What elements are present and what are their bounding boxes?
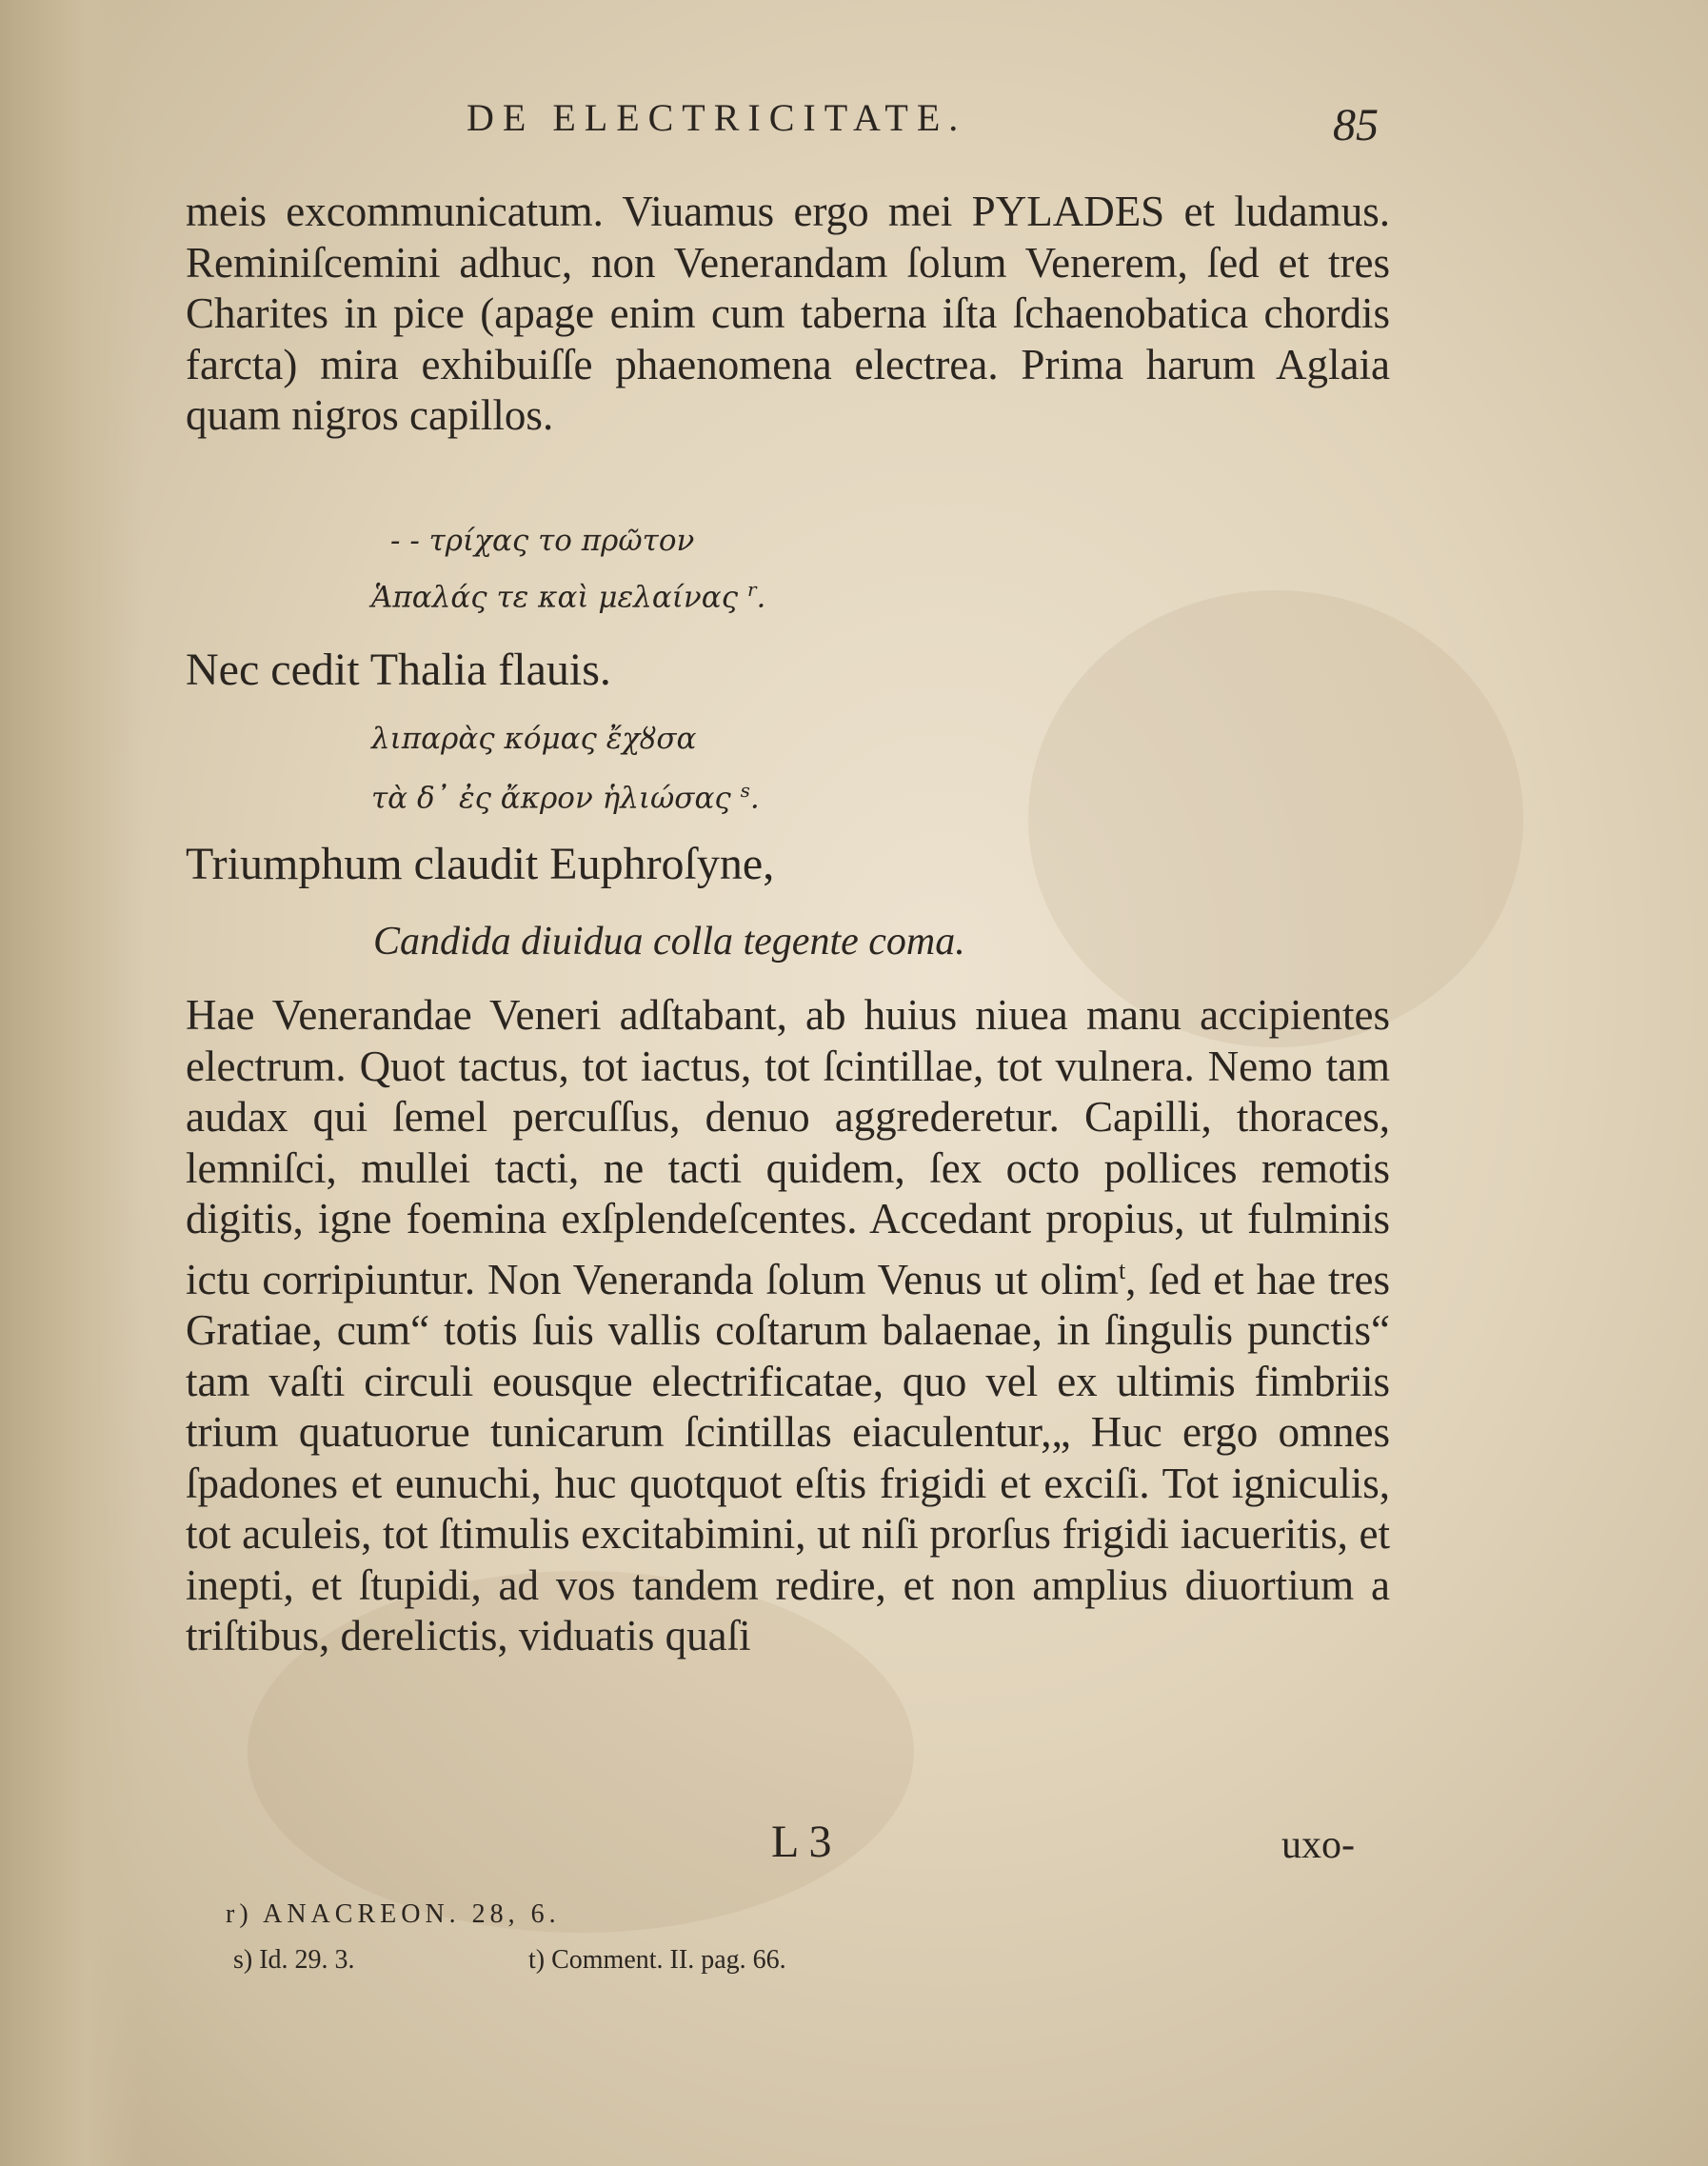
- catchword: uxo-: [1281, 1823, 1355, 1867]
- footnote-t: t) Comment. II. pag. 66.: [528, 1945, 786, 1975]
- footnote-mark-s: s: [740, 779, 750, 802]
- paragraph-2-continuation: , ſed et hae tres Gratiae, cum“ totis ſuis vallis coſtarum balaenae, in ſingulis punctis“ tam vaſti circuli eousque electrificatae, quo vel ex ultimis fimbriis trium quatuorue tunicarum ſcintillas eiaculentur,„ Huc ergo omnes ſpadones et eunuchi, huc quotquot eſtis frigidi et exciſi. Tot igniculis, tot aculeis, tot ſtimulis excitabimini, ut niſi prorſus frigidi iacueritis, et inepti, et ſtupidi, ad vos tandem redire, et non amplius diuortium a triſtibus, derelictis, viduatis quaſi: [186, 1255, 1390, 1659]
- nec-cedit-line: Nec cedit Thalia flauis.: [186, 645, 611, 695]
- greek-quote-1-text: Ἁπαλάς τε καὶ μελαίνας: [371, 580, 739, 615]
- footnote-s: s) Id. 29. 3.: [233, 1945, 355, 1975]
- page-number: 85: [1333, 100, 1379, 150]
- greek-quote-1-line-1: - - τρίχας το πρῶτον: [390, 524, 695, 558]
- triumphum-line: Triumphum claudit Euphroſyne,: [186, 839, 775, 889]
- greek-quote-1-end: .: [756, 580, 766, 615]
- footnote-mark-t: t: [1118, 1256, 1126, 1284]
- footnote-mark-r: r: [746, 578, 757, 601]
- paragraph-1: meis excommunicatum. Viuamus ergo mei PYLADES et ludamus. Reminiſcemini adhuc, non Venerandam ſolum Venerem, ſed et tres Charites in pice (apage enim cum taberna iſta ſchaenobatica chordis farcta) mira exhibuiſſe phaenomena electrea. Prima harum Aglaia quam nigros capillos.: [186, 188, 1390, 439]
- greek-quote-2-end: .: [749, 781, 760, 816]
- binding-shadow: [0, 0, 143, 2166]
- latin-verse: Candida diuidua colla tegente coma.: [373, 920, 965, 964]
- paper-stain: [1028, 590, 1523, 1047]
- paragraph-2-text: Hae Venerandae Veneri adſtabant, ab huius niuea manu accipientes electrum. Quot tactus, tot iactus, tot ſcintillae, tot vulnera. Nemo tam audax qui ſemel percuſſus, denuo aggrederetur. Capilli, thoraces, lemniſci, mullei tacti, ne tacti quidem, ſex octo pollices remotis digitis, igne foemina exſplendeſcentes. Accedant propius, ut fulminis ictu corripiuntur. Non Veneranda ſolum Venus ut olim: [186, 991, 1390, 1303]
- greek-quote-2-line-2: [371, 779, 760, 815]
- signature-mark: L 3: [771, 1817, 832, 1867]
- footnote-r: r) ANACREON. 28, 6.: [226, 1899, 561, 1929]
- greek-quote-1-line-2: [371, 578, 765, 614]
- paragraph-2: [186, 990, 1390, 1662]
- greek-quote-2-text: τὰ δ᾽ ἐς ἄκρον ἡλιώσας: [371, 781, 731, 816]
- greek-quote-2-line-1: λιπαρὰς κόμας ἔχȣσα: [371, 722, 697, 756]
- running-title: DE ELECTRICITATE.: [467, 96, 967, 139]
